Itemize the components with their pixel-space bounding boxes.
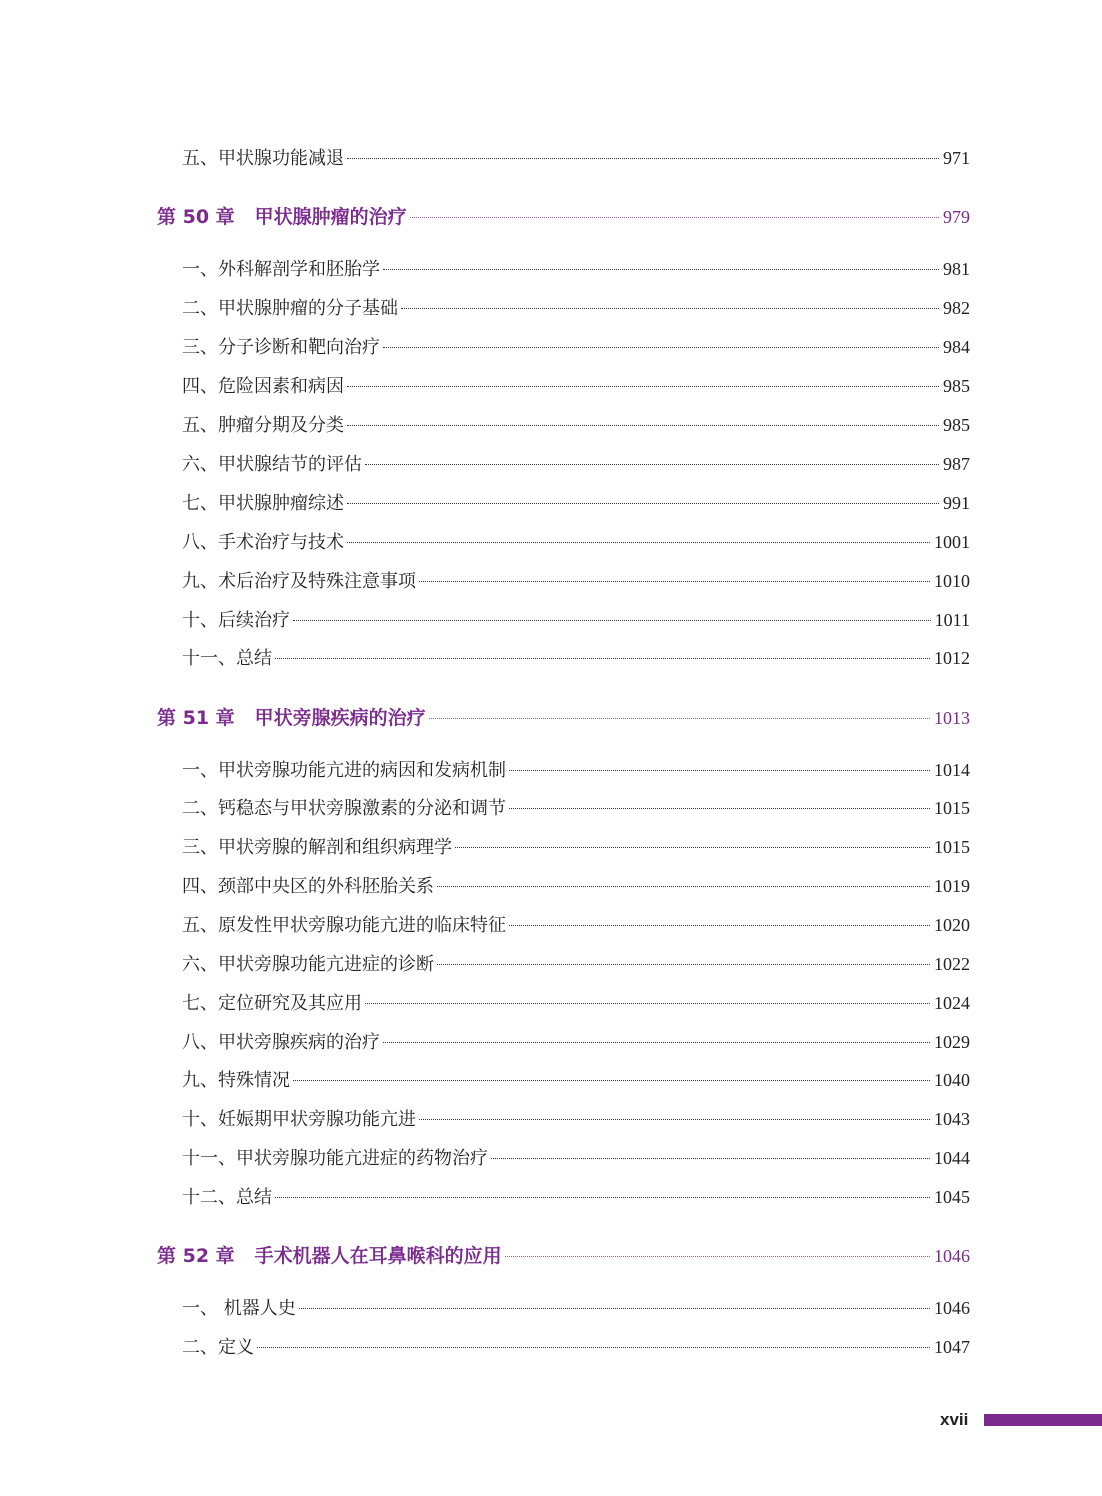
chapter-title-group — [157, 703, 426, 730]
toc-entry[interactable] — [182, 794, 970, 820]
toc-entry-title: 四、颈部中央区的外科胚胎关系 — [182, 876, 434, 897]
toc-entry-page: 984 — [943, 337, 970, 357]
dot-leader — [410, 217, 939, 218]
toc-entry-title: 一、外科解剖学和胚胎学 — [182, 259, 380, 280]
toc-entry-title: 四、危险因素和病因 — [182, 376, 344, 397]
toc-entry-title: 五、肿瘤分期及分类 — [182, 415, 344, 436]
chapter-heading[interactable] — [157, 703, 970, 730]
toc-entry-title: 七、甲状腺肿瘤综述 — [182, 493, 344, 514]
toc-entry[interactable] — [182, 1028, 970, 1054]
toc-entry-page: 1015 — [934, 798, 970, 818]
chapter-number: 第 50 章 — [157, 206, 235, 228]
toc-entry[interactable] — [182, 333, 970, 359]
dot-leader — [347, 158, 939, 159]
dot-leader — [365, 1003, 930, 1004]
footer-accent-bar — [984, 1414, 1102, 1426]
toc-entry[interactable] — [182, 872, 970, 898]
toc-entry[interactable] — [182, 1333, 970, 1359]
toc-entry-page: 1047 — [934, 1337, 970, 1357]
chapter-page: 1013 — [934, 708, 970, 728]
chapter-number: 第 52 章 — [157, 1245, 235, 1267]
dot-leader — [383, 347, 939, 348]
toc-entry-page: 971 — [943, 148, 970, 168]
dot-leader — [347, 425, 939, 426]
toc-entry-title: 二、定义 — [182, 1337, 254, 1358]
toc-entry[interactable] — [182, 411, 970, 437]
toc-entry[interactable] — [182, 450, 970, 476]
toc-entry-title: 七、定位研究及其应用 — [182, 993, 362, 1014]
toc-entry[interactable] — [182, 833, 970, 859]
toc-entry-title: 一、 机器人史 — [182, 1298, 296, 1319]
dot-leader — [293, 1080, 930, 1081]
toc-entry-page: 1046 — [934, 1298, 970, 1318]
dot-leader — [419, 1119, 930, 1120]
toc-entry[interactable] — [182, 950, 970, 976]
toc-entry-page: 1019 — [934, 876, 970, 896]
toc-entry-title: 一、甲状旁腺功能亢进的病因和发病机制 — [182, 760, 506, 781]
toc-entry-page: 985 — [943, 415, 970, 435]
toc-entry-title: 十、妊娠期甲状旁腺功能亢进 — [182, 1109, 416, 1130]
toc-entry[interactable] — [182, 989, 970, 1015]
toc-entry-title: 二、甲状腺肿瘤的分子基础 — [182, 298, 398, 319]
toc-entry-title: 十一、总结 — [182, 648, 272, 669]
dot-leader — [437, 886, 930, 887]
toc-entry[interactable] — [182, 567, 970, 593]
dot-leader — [401, 308, 939, 309]
toc-entry[interactable] — [182, 756, 970, 782]
chapter-heading[interactable] — [157, 202, 970, 229]
toc-entry-page: 1029 — [934, 1032, 970, 1052]
toc-entry-page: 1040 — [934, 1070, 970, 1090]
chapter-page: 1046 — [934, 1246, 970, 1266]
toc-entry[interactable] — [182, 1183, 970, 1209]
dot-leader — [509, 925, 930, 926]
dot-leader — [365, 464, 939, 465]
toc-entry-page: 981 — [943, 259, 970, 279]
toc-entry-page: 1022 — [934, 954, 970, 974]
toc-entry-title: 八、手术治疗与技术 — [182, 532, 344, 553]
toc-entry-page: 1045 — [934, 1187, 970, 1207]
toc-entry-page: 1010 — [934, 571, 970, 591]
dot-leader — [437, 964, 930, 965]
toc-entry-page: 982 — [943, 298, 970, 318]
toc-entry[interactable] — [182, 528, 970, 554]
toc-entry-title: 五、原发性甲状旁腺功能亢进的临床特征 — [182, 915, 506, 936]
toc-entry-title: 五、甲状腺功能减退 — [182, 148, 344, 169]
toc-entry[interactable] — [182, 1105, 970, 1131]
chapter-number: 第 51 章 — [157, 707, 235, 729]
toc-entry[interactable] — [182, 489, 970, 515]
toc-entry[interactable] — [182, 1066, 970, 1092]
toc-entry-title: 六、甲状腺结节的评估 — [182, 454, 362, 475]
toc-entry-title: 三、甲状旁腺的解剖和组织病理学 — [182, 837, 452, 858]
toc-entry-page: 1020 — [934, 915, 970, 935]
chapter-heading[interactable] — [157, 1241, 970, 1268]
toc-entry-page: 985 — [943, 376, 970, 396]
dot-leader — [299, 1308, 930, 1309]
dot-leader — [347, 503, 939, 504]
toc-entry[interactable] — [182, 911, 970, 937]
toc-entry-title: 三、分子诊断和靶向治疗 — [182, 337, 380, 358]
toc-entry[interactable] — [182, 1294, 970, 1320]
dot-leader — [347, 386, 939, 387]
toc-entry-page: 1015 — [934, 837, 970, 857]
toc-entry-page: 1001 — [934, 532, 970, 552]
toc-entry-title: 十一、甲状旁腺功能亢进症的药物治疗 — [182, 1148, 488, 1169]
toc-entry[interactable] — [182, 144, 970, 170]
toc-entry-title: 十、后续治疗 — [182, 610, 290, 631]
toc-entry-page: 1014 — [934, 760, 970, 780]
toc-entry-page: 991 — [943, 493, 970, 513]
dot-leader — [383, 269, 939, 270]
chapter-page: 979 — [943, 207, 970, 227]
chapter-title: 甲状旁腺疾病的治疗 — [254, 707, 426, 729]
toc-entry-title: 十二、总结 — [182, 1187, 272, 1208]
toc-entry-page: 1011 — [934, 610, 970, 630]
toc-entry-title: 九、特殊情况 — [182, 1070, 290, 1091]
toc-entry-page: 1043 — [934, 1109, 970, 1129]
toc-entry[interactable] — [182, 1144, 970, 1170]
chapter-title-group — [157, 202, 407, 229]
dot-leader — [491, 1158, 930, 1159]
dot-leader — [275, 1197, 930, 1198]
toc-entry[interactable] — [182, 255, 970, 281]
dot-leader — [419, 581, 930, 582]
dot-leader — [429, 718, 930, 719]
dot-leader — [509, 808, 930, 809]
toc-entry-title: 二、钙稳态与甲状旁腺激素的分泌和调节 — [182, 798, 506, 819]
chapter-title: 手术机器人在耳鼻喉科的应用 — [254, 1245, 502, 1267]
dot-leader — [275, 658, 930, 659]
dot-leader — [383, 1042, 930, 1043]
toc-entry-page: 1012 — [934, 648, 970, 668]
dot-leader — [455, 847, 930, 848]
chapter-title: 甲状腺肿瘤的治疗 — [254, 206, 407, 228]
toc-entry-title: 九、术后治疗及特殊注意事项 — [182, 571, 416, 592]
toc-entry-page: 987 — [943, 454, 970, 474]
dot-leader — [347, 542, 930, 543]
toc-entry-page: 1024 — [934, 993, 970, 1013]
page-number: xvii — [940, 1410, 969, 1429]
toc-entry-title: 八、甲状旁腺疾病的治疗 — [182, 1032, 380, 1053]
toc-entry[interactable] — [182, 606, 970, 632]
dot-leader — [505, 1256, 930, 1257]
dot-leader — [257, 1347, 930, 1348]
toc-entry-page: 1044 — [934, 1148, 970, 1168]
dot-leader — [509, 770, 930, 771]
toc-entry[interactable] — [182, 372, 970, 398]
chapter-title-group — [157, 1241, 502, 1268]
dot-leader — [293, 620, 931, 621]
toc-entry[interactable] — [182, 644, 970, 670]
toc-entry-title: 六、甲状旁腺功能亢进症的诊断 — [182, 954, 434, 975]
toc-entry[interactable] — [182, 294, 970, 320]
